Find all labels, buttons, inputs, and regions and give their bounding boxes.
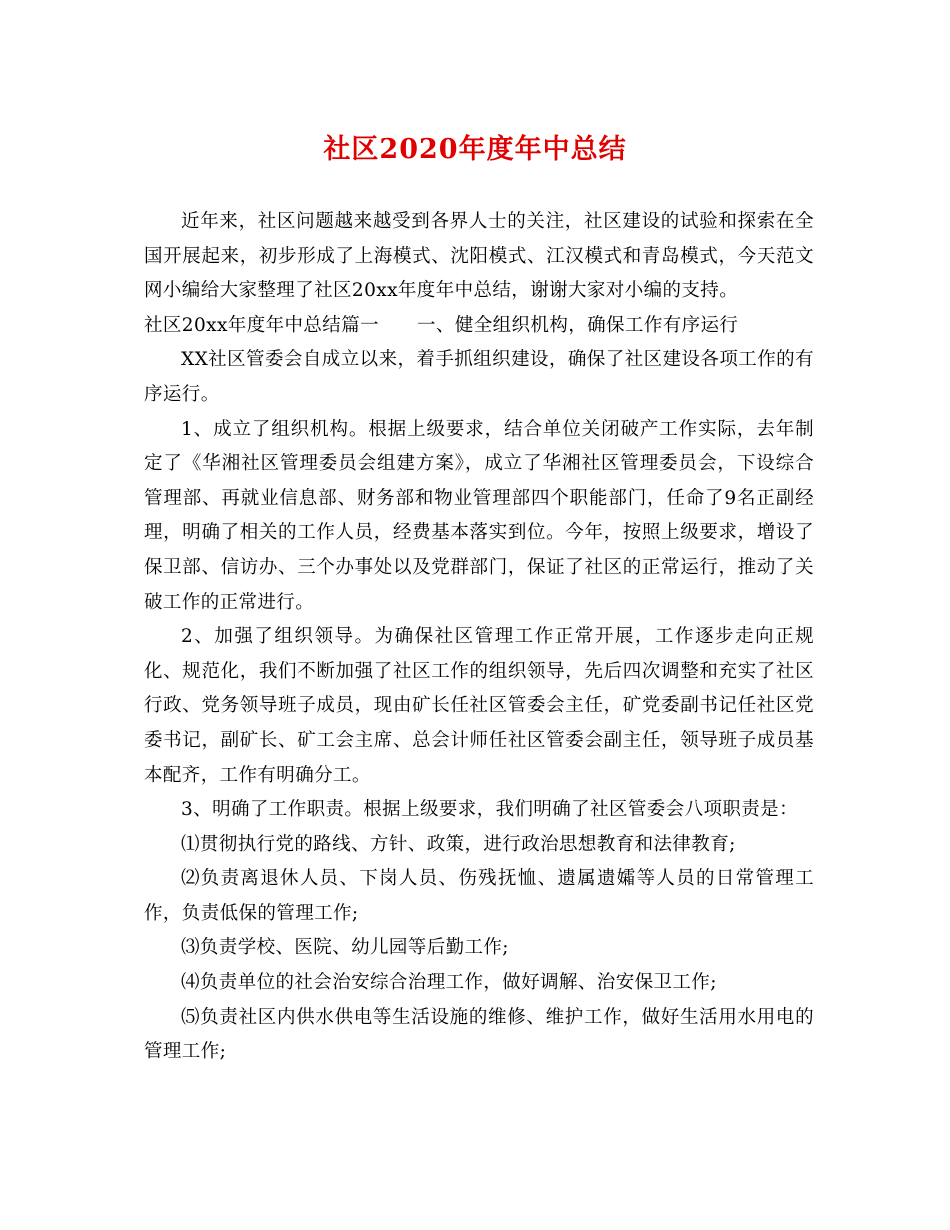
paragraph-2: 1、成立了组织机构。根据上级要求，结合单位关闭破产工作实际，去年制定了《华湘社区管理委员会组建方案》，成立了华湘社区管理委员会，下设综合管理部、再就业信息部、财务部和物业管理部四个职能部门，任命了9名正副经理，明确了相关的工作人员，经费基本落实到位。今年，按照上级要求，增设了保卫部、信访办、三个办事处以及党群部门，保证了社区的正常运行，推动了关破工作的正常进行。 — [144, 418, 814, 613]
section-label: 社区20xx年度年中总结篇一 — [144, 314, 380, 336]
paragraph-1: XX社区管委会自成立以来，着手抓组织建设，确保了社区建设各项工作的有序运行。 — [144, 349, 814, 405]
duty-item-1: ⑴贯彻执行党的路线、方针、政策，进行政治思想教育和法律教育; — [181, 833, 736, 855]
duty-item-5: ⑸负责社区内供水供电等生活设施的维修、维护工作，做好生活用水用电的管理工作; — [144, 1006, 814, 1063]
document-title: 社区2020年度年中总结 — [323, 134, 627, 165]
paragraph-4: 3、明确了工作职责。根据上级要求，我们明确了社区管委会八项职责是： — [181, 799, 798, 821]
intro-paragraph: 近年来，社区问题越来越受到各界人士的关注，社区建设的试验和探索在全国开展起来，初步形成了上海模式、沈阳模式、江汉模式和青岛模式，今天范文网小编给大家整理了社区20xx年度年中总结，谢谢大家对小编的支持。 — [144, 211, 814, 302]
duty-item-2: ⑵负责离退休人员、下岗人员、伤残抚恤、遗属遗孀等人员的日常管理工作，负责低保的管理工作; — [144, 868, 814, 924]
section-heading: 一、健全组织机构，确保工作有序运行 — [417, 314, 739, 336]
section-line — [144, 309, 814, 344]
paragraph-3: 2、加强了组织领导。为确保社区管理工作正常开展，工作逐步走向正规化、规范化，我们不断加强了社区工作的组织领导，先后四次调整和充实了社区行政、党务领导班子成员，现由矿长任社区管委会主任，矿党委副书记任社区党委书记，副矿长、矿工会主席、总会计师任社区管委会副主任，领导班子成员基本配齐，工作有明确分工。 — [144, 626, 814, 786]
duty-item-4: ⑷负责单位的社会治安综合治理工作，做好调解、治安保卫工作; — [181, 972, 717, 994]
duty-item-3: ⑶负责学校、医院、幼儿园等后勤工作; — [181, 937, 509, 959]
document-body — [144, 205, 814, 1070]
